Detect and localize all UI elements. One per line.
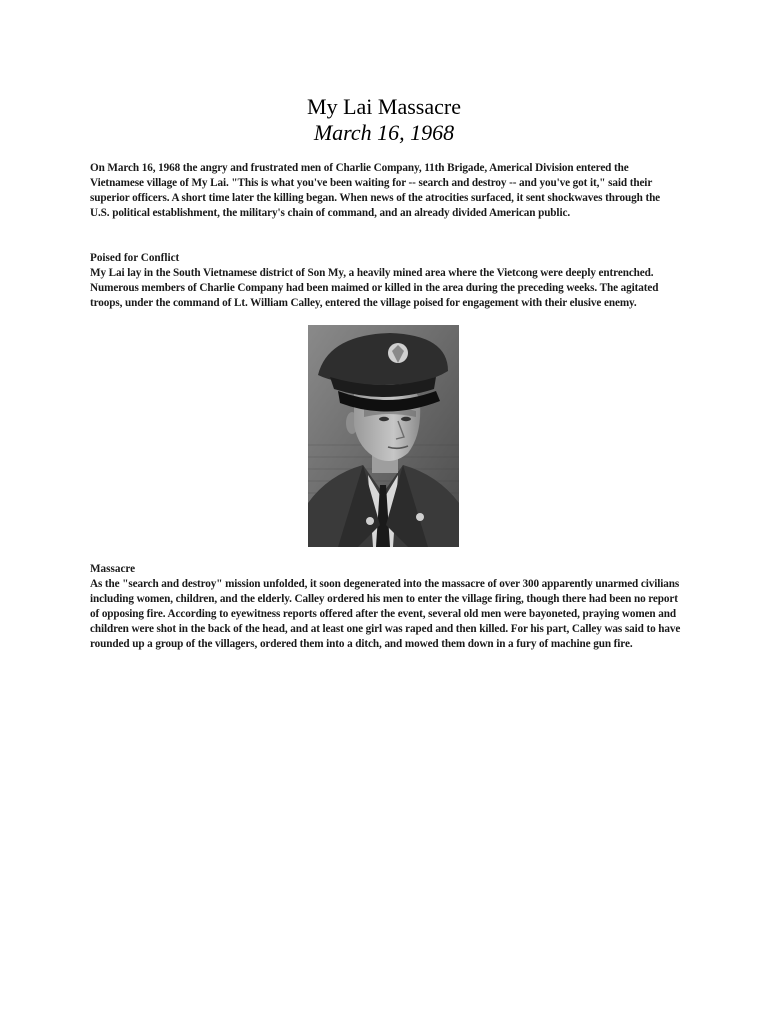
section-heading-massacre: Massacre <box>90 563 136 575</box>
section-heading-poised: Poised for Conflict <box>90 252 180 264</box>
section-body-poised: My Lai lay in the South Vietnamese district of Son My, a heavily mined area where the Vietcong were deeply entrenched. Numerous members of Charlie Company had been maimed or killed in the area during the preceding weeks. The agitated troops, under the command of Lt. William Calley, entered the village poised for engagement with their elusive enemy. <box>90 267 659 309</box>
intro-paragraph: On March 16, 1968 the angry and frustrated men of Charlie Company, 11th Brigade, Americal Division entered the Vietnamese village of My Lai. "This is what you've been waiting for -- search and destroy -- and you've got it," said their superior officers. A short time later the killing began. When news of the atrocities surfaced, it sent shockwaves through the U.S. political establishment, the military's chain of command, and an already divided American public. <box>90 162 661 219</box>
officer-portrait-photo <box>308 325 459 547</box>
page-title: My Lai Massacre <box>307 94 461 119</box>
section-body-massacre: As the "search and destroy" mission unfolded, it soon degenerated into the massacre of over 300 apparently unarmed civilians including women, children, and the elderly. Calley ordered his men to enter the village firing, though there had been no report of opposing fire. According to eyewitness reports offered after the event, several old men were bayoneted, praying women and children were shot in the back of the head, and at least one girl was raped and then killed. For his part, Calley was said to have rounded up a group of the villagers, ordered them into a ditch, and mowed them down in a fury of machine gun fire. <box>90 578 681 650</box>
page-date: March 16, 1968 <box>313 120 455 145</box>
